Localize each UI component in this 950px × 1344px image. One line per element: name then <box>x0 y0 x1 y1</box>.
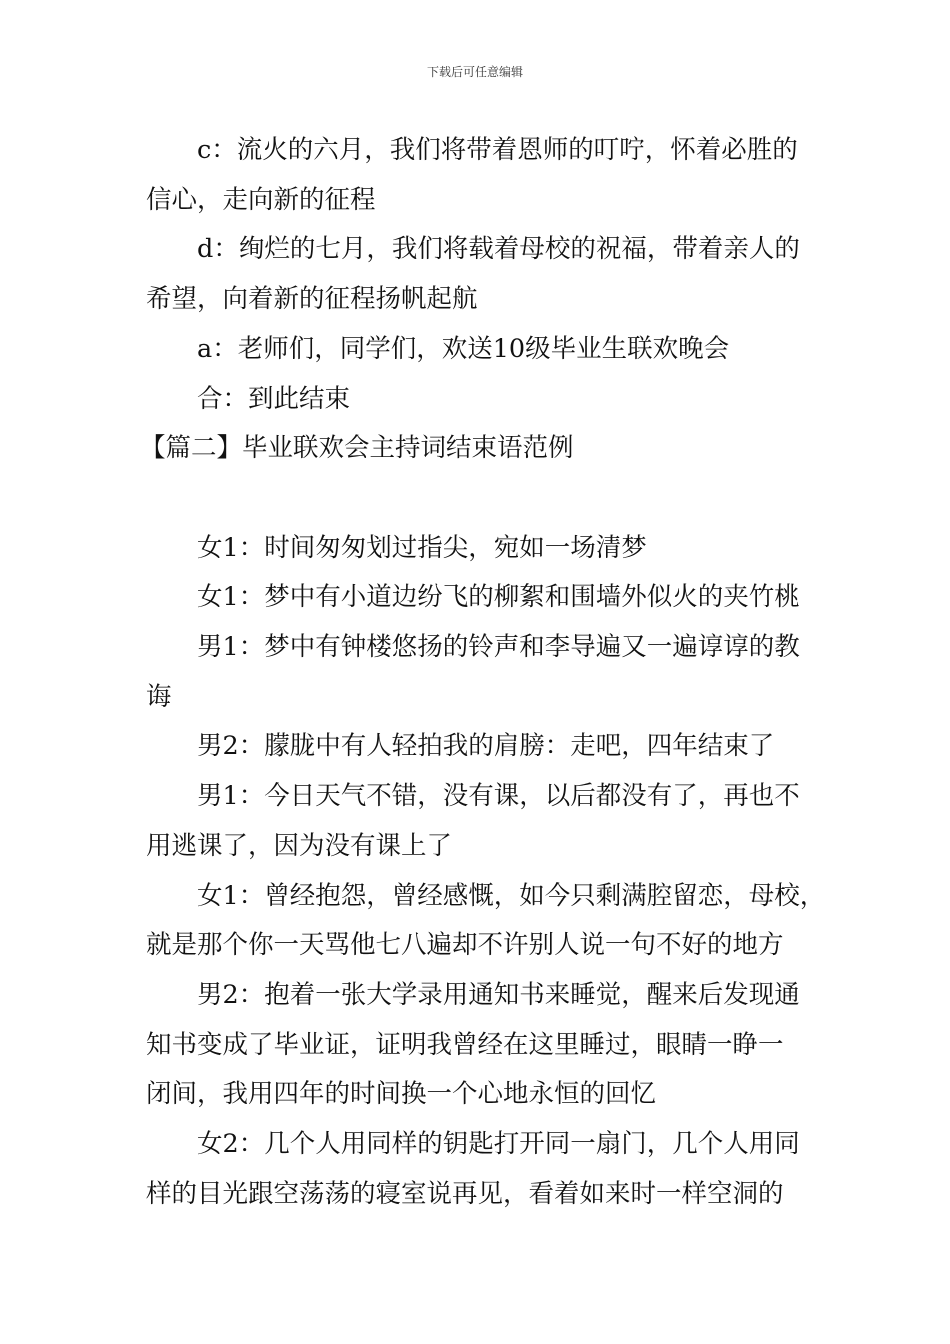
paragraph-line: 闭间，我用四年的时间换一个心地永恒的回忆 <box>146 1079 657 1110</box>
paragraph-line: 知书变成了毕业证，证明我曾经在这里睡过，眼睛一睁一 <box>146 1029 784 1060</box>
paragraph-line: 女1：曾经抱怨，曾经感慨，如今只剩满腔留恋，母校， <box>197 880 826 911</box>
paragraph-line: 男1：今日天气不错，没有课，以后都没有了，再也不 <box>197 781 800 812</box>
paragraph-line: 男2：朦胧中有人轻拍我的肩膀：走吧，四年结束了 <box>197 731 775 762</box>
paragraph-line: 女1：时间匆匆划过指尖，宛如一场清梦 <box>197 532 647 563</box>
paragraph-line: 信心，走向新的征程 <box>146 184 376 215</box>
paragraph-line: 诲 <box>146 681 172 712</box>
paragraph-line: 女2：几个人用同样的钥匙打开同一扇门，几个人用同 <box>197 1129 800 1160</box>
paragraph-line: c：流火的六月，我们将带着恩师的叮咛，怀着必胜的 <box>197 135 798 165</box>
paragraph-line: 合：到此结束 <box>197 383 351 414</box>
paragraph-line: d：绚烂的七月，我们将载着母校的祝福，带着亲人的 <box>197 234 800 265</box>
section-heading: 【篇二】毕业联欢会主持词结束语范例 <box>140 433 574 464</box>
paragraph-line: 样的目光跟空荡荡的寝室说再见，看着如来时一样空洞的 <box>146 1178 784 1209</box>
paragraph-line: 希望，向着新的征程扬帆起航 <box>146 284 478 315</box>
paragraph-line: 男2：抱着一张大学录用通知书来睡觉，醒来后发现通 <box>197 979 800 1010</box>
document-body <box>140 126 826 1219</box>
paragraph-line: a：老师们，同学们，欢送10级毕业生联欢晚会 <box>197 333 730 364</box>
paragraph-line: 女1：梦中有小道边纷飞的柳絮和围墙外似火的夹竹桃 <box>197 582 800 613</box>
paragraph-line: 就是那个你一天骂他七八遍却不许别人说一句不好的地方 <box>146 930 784 961</box>
blank-line <box>146 474 826 524</box>
page-header-note: 下载后可任意编辑 <box>426 65 523 79</box>
paragraph-line: 男1：梦中有钟楼悠扬的铃声和李导遍又一遍谆谆的教 <box>197 632 800 663</box>
paragraph-line: 用逃课了，因为没有课上了 <box>146 830 453 861</box>
